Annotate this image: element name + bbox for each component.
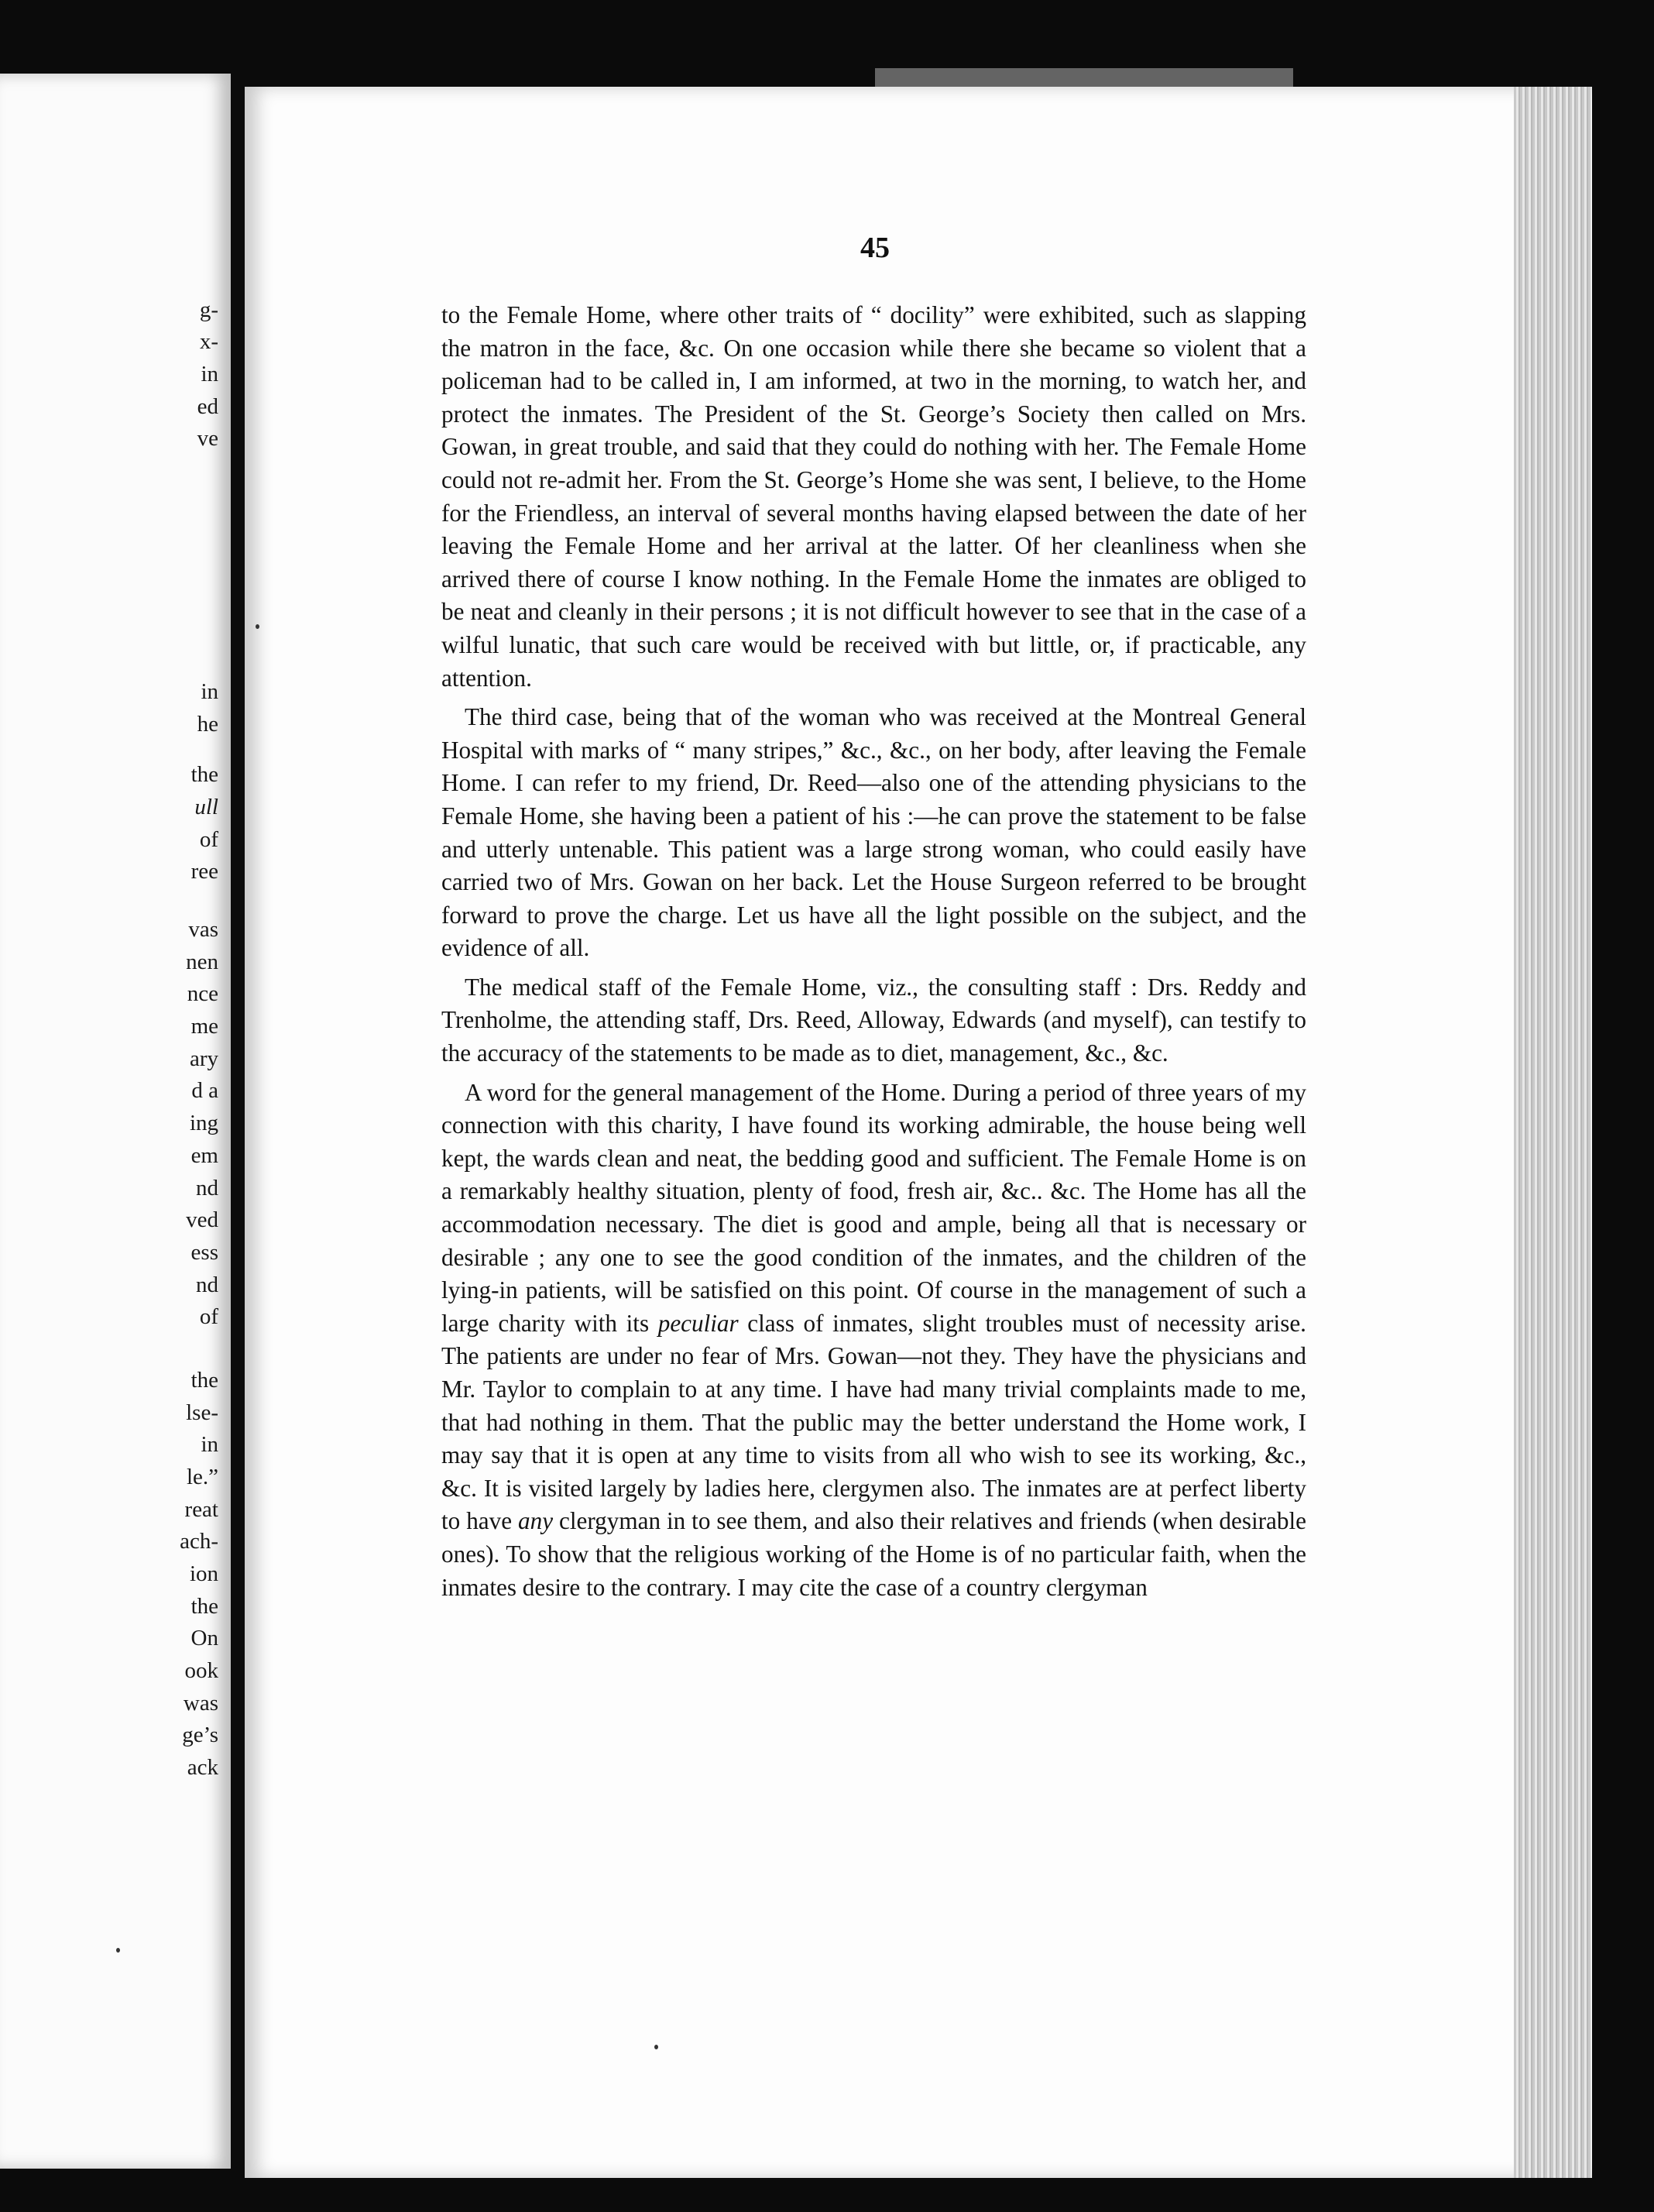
left-page-fragment: of	[199, 1304, 218, 1329]
left-page-fragment: le.”	[186, 1465, 218, 1489]
left-page-fragment: ge’s	[182, 1723, 218, 1747]
left-page-fragment: nd	[196, 1176, 218, 1200]
left-page-fragment: d a	[191, 1078, 218, 1103]
left-page-fragment: reat	[184, 1497, 218, 1522]
left-page-fragment: he	[197, 712, 218, 737]
left-page-fragment: lse-	[186, 1400, 218, 1425]
left-page-fragment: was	[183, 1691, 218, 1716]
left-page-fragment: ack	[187, 1755, 218, 1780]
left-page-fragment: ing	[189, 1111, 218, 1135]
left-page-fragment: the	[190, 1594, 218, 1619]
paragraph: The medical staff of the Female Home, viz., the consulting staff : Drs. Reddy and Trenholme, the attending staff, Drs. Reed, Alloway, Edwards (and myself), can testify to the accuracy of the statements to be made as to diet, management, &c., &c.	[441, 973, 1306, 1067]
left-page-fragment: ree	[190, 859, 218, 884]
left-page-fragment: nen	[186, 950, 218, 974]
left-page-fragment: ve	[197, 426, 218, 451]
left-page	[0, 74, 231, 2169]
left-page-fragment: vas	[188, 917, 218, 942]
left-page-fragment: em	[190, 1143, 218, 1168]
left-page-fragment: ion	[189, 1561, 218, 1586]
page-number: 45	[860, 232, 890, 264]
left-page-fragment: ach-	[180, 1529, 218, 1554]
speck	[256, 624, 259, 629]
left-page-fragment: ary	[189, 1046, 218, 1071]
left-page-fragment: ess	[190, 1240, 218, 1265]
left-page-fragment: the	[190, 1368, 218, 1393]
left-page-fragment: in	[201, 1432, 218, 1457]
left-page-fragment: g-	[199, 297, 218, 322]
paragraph: The third case, being that of the woman who was received at the Montreal General Hospital with marks of “ many stripes,” &c., &c., on her body, after leaving the Female Home. I can refer to my friend, Dr. Reed—also one of the attending physicians to the Female Home, she having been a patient of his :—he can prove the statement to be false and utterly untenable. This patient was a large strong woman, who could easily have carried two of Mrs. Gowan on her back. Let the House Surgeon referred to be brought forward to prove the charge. Let us have all the light possible on the subject, and the evidence of all.	[441, 703, 1306, 962]
left-page-fragment: ed	[197, 394, 218, 419]
left-page-fragment: On	[190, 1626, 218, 1650]
paragraph: to the Female Home, where other traits of “ docility” were exhibited, such as slapping the matron in the face, &c. On one occasion while there she became so violent that a policeman had to be called in, I am informed, at two in the morning, to watch her, and protect the inmates. The President of the St. George’s Society then called on Mrs. Gowan, in great trouble, and said that they could do nothing with her. The Female Home could not re-admit her. From the St. George’s Home she was sent, I believe, to the Home for the Friendless, an interval of several months having elapsed between the date of her leaving the Female Home and her arrival at the latter. Of her cleanliness when she arrived there of course I know nothing. In the Female Home the inmates are obliged to be neat and cleanly in their persons ; it is not difficult however to see that in the case of a wilful lunatic, that such care would be received with but little, or, if practicable, any attention.	[441, 301, 1306, 692]
page-top-strip	[875, 68, 1293, 87]
speck	[654, 2045, 658, 2049]
left-page-fragment: ull	[194, 795, 218, 819]
left-page-fragment: ook	[184, 1658, 218, 1683]
left-page-fragment: nd	[196, 1273, 218, 1297]
left-page-fragment: of	[199, 827, 218, 852]
left-page-fragment: nce	[187, 981, 218, 1006]
left-page-fragment: x-	[199, 329, 218, 354]
left-page-fragment: in	[201, 362, 218, 386]
page-body	[441, 299, 1306, 1604]
left-page-fragment: me	[190, 1014, 218, 1039]
speck	[116, 1948, 120, 1953]
left-page-fragment: ved	[186, 1207, 218, 1232]
paragraph: A word for the general management of the Home. During a period of three years of my connection with this charity, I have found its working admirable, the house being well kept, the wards clean and neat, the bedding good and sufficient. The Female Home is on a remarkably healthy situation, plenty of food, fresh air, &c.. &c. The Home has all the accommodation necessary. The diet is good and ample, being all that is necessary or desirable ; any one to see the good condition of the inmates, and the children of the lying-in patients, will be satisfied on this point. Of course in the management of such a large charity with its peculiar class of inmates, slight troubles must of necessity arise. The patients are under no fear of Mrs. Gowan—not they. They have the physicians and Mr. Taylor to complain to at any time. I have had many trivial complaints made to me, that had nothing in them. That the public may the better understand the Home work, I may say that it is open at any time to visits from all who wish to see its working, &c., &c. It is visited largely by ladies here, clergymen also. The inmates are at perfect liberty to have any clergyman in to see them, and also their relatives and friends (when desirable ones). To show that the religious working of the Home is of no particular faith, when the inmates desire to the contrary. I may cite the case of a country clergyman	[441, 1078, 1306, 1601]
page-edges	[1514, 87, 1591, 2178]
left-page-fragment: the	[190, 762, 218, 787]
left-page-fragment: in	[201, 679, 218, 704]
